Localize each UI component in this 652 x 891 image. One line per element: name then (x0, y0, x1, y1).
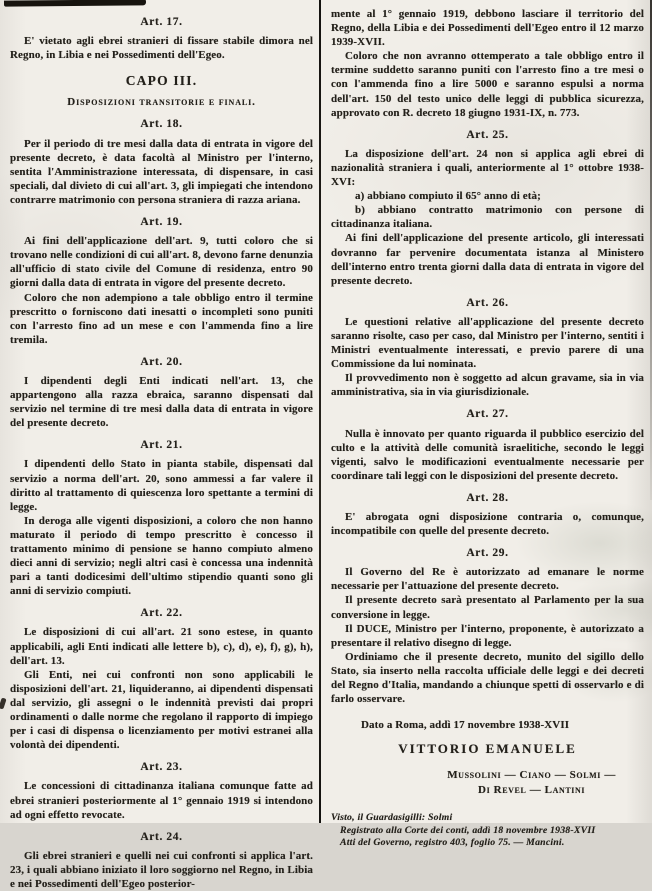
paragraph: E' vietato agli ebrei stranieri di fissare stabile dimora nel Regno, in Libia e nei Possedimenti dell'Egeo. (10, 35, 313, 62)
paragraph: I dipendenti degli Enti indicati nell'art. 13, che appartengono alla razza ebraica, saranno dispensati dal servizio nel termine di tre mesi dalla data di entrata in vigore del presente decreto. (10, 374, 313, 430)
article-heading: Art. 19. (140, 216, 183, 229)
paragraph-continuation: mente al 1° gennaio 1919, debbono lasciare il territorio del Regno, della Libia e dei Possedimenti dell'Egeo entro il 12 marzo 1939-XVII. (331, 8, 644, 49)
paragraph: Il Governo del Re è autorizzato ad emanare le norme necessarie per l'attuazione del presente decreto. (331, 566, 644, 593)
paragraph: E' abrogata ogni disposizione contraria o, comunque, incompatibile con quelle del presente decreto. (331, 511, 644, 538)
paragraph: Gli Enti, nei cui confronti non sono applicabili le disposizioni dell'art. 21, liquideranno, ai dipendenti dispensati dal servizio, gli assegni o le indennità previsti dai propri ordinamenti o dalle norme che regolano il rapporto di impiego per i casi di dispensa o licenziamento per motivi estranei alla volontà dei dipendenti. (10, 668, 313, 752)
paragraph: Coloro che non avranno ottemperato a tale obbligo entro il termine suddetto saranno puniti con l'arresto fino a tre mesi o con l'ammenda fino a lire 5000 e saranno espulsi a norma dell'art. 150 del testo unico delle leggi di pubblica sicurezza, approvato con R. decreto 18 giugno 1931-IX, n. 773. (331, 50, 644, 119)
chapter-heading: CAPO III. (125, 73, 198, 89)
scan-mark-artifact (0, 697, 7, 709)
royal-signature: VITTORIO EMANUELE (398, 741, 577, 757)
list-item: b) abbiano contratto matrimonio con persone di cittadinanza italiana. (331, 204, 644, 231)
article-heading: Art. 29. (466, 547, 509, 560)
article-heading: Art. 20. (140, 355, 183, 368)
column-divider (319, 0, 321, 823)
dateline: Dato a Roma, addì 17 novembre 1938-XVII (361, 719, 570, 732)
article-heading: Art. 24. (140, 830, 183, 843)
paragraph: La disposizione dell'art. 24 non si applica agli ebrei di nazionalità straniera i quali, anteriormente al 1° ottobre 1938-XVI: (331, 147, 644, 189)
column-right (331, 7, 644, 850)
paragraph: Coloro che non adempiono a tale obbligo entro il termine prescritto o forniscono dati inesatti o incompleti sono puniti con l'arresto fino ad un mese e con l'ammenda fino a lire tremila. (10, 291, 313, 346)
section-title: Disposizioni transitorie e finali. (67, 96, 256, 109)
scan-smudge-artifact (4, 0, 146, 7)
signature-line: Mussolini — Ciano — Solmi — (447, 769, 616, 782)
paragraph: Ordiniamo che il presente decreto, munito del sigillo dello Stato, sia inserto nella raccolta ufficiale delle leggi e dei decreti del Regno d'Italia, mandando a chiunque spetti di osservarlo e di farlo osservare. (331, 650, 644, 706)
paragraph: Nulla è innovato per quanto riguarda il pubblico esercizio del culto e la attività delle comunità israelitiche, secondo le leggi vigenti, salvo le modificazioni eventualmente necessarie per coordinare tali leggi con le disposizioni del presente decreto. (331, 427, 644, 482)
paragraph: I dipendenti dello Stato in pianta stabile, dispensati dal servizio a norma dell'art. 20, sono ammessi a far valere il diritto al trattamento di quiescenza loro spettante a termini di legge. (10, 458, 313, 513)
list-item: a) abbiano compiuto il 65° anno di età; (355, 190, 541, 203)
article-heading: Art. 26. (466, 296, 509, 309)
article-heading: Art. 21. (140, 439, 183, 452)
paragraph: Il provvedimento non è soggetto ad alcun gravame, sia in via amministrativa, sia in via giurisdizionale. (331, 372, 644, 399)
paragraph: Per il periodo di tre mesi dalla data di entrata in vigore del presente decreto, è data facoltà al Ministro per l'interno, sentita l'Amministrazione interessata, di dispensare, in casi speciali, dal divieto di cui all'art. 3, gli impiegati che intendono contrarre matrimonio con persona straniera di razza ariana. (10, 137, 313, 206)
ministers-signature (425, 768, 638, 798)
paragraph: Ai fini dell'applicazione del presente articolo, gli interessati dovranno far pervenire documentata istanza al Ministero dell'interno entro trenta giorni dalla data di entrata in vigore del presente decreto. (331, 232, 644, 287)
article-heading: Art. 17. (140, 16, 183, 28)
article-heading: Art. 18. (140, 118, 183, 131)
paragraph: Ai fini dell'applicazione dell'art. 9, tutti coloro che si trovano nelle condizioni di cui all'art. 8, devono farne denunzia all'ufficio di stato civile del Comune di residenza, entro 90 giorni dalla data di entrata in vigore del presente decreto. (10, 235, 313, 290)
paragraph: In deroga alle vigenti disposizioni, a coloro che non hanno maturato il periodo di tempo prescritto è concesso il trattamento minimo di pensione se hanno compiuto almeno dieci anni di servizio; negli altri casi è concessa una indennità pari a tanti dodicesimi dell'ultimo stipendio quanti sono gli anni di servizio compiuti. (10, 514, 313, 598)
paragraph: Il presente decreto sarà presentato al Parlamento per la sua conversione in legge. (331, 594, 644, 621)
article-heading: Art. 25. (466, 128, 509, 141)
column-left (10, 7, 313, 891)
paragraph: Le concessioni di cittadinanza italiana comunque fatte ad ebrei stranieri posteriormente al 1° gennaio 1919 si intendono ad ogni effetto revocate. (10, 780, 313, 821)
legal-note-line: Visto, il Guardasigilli: Solmi (331, 812, 453, 824)
legal-note-line: Registrato alla Corte dei conti, addì 18 novembre 1938-XVII (340, 824, 596, 836)
article-heading: Art. 22. (140, 607, 183, 620)
signature-line: Di Revel — Lantini (478, 784, 586, 797)
article-heading: Art. 28. (466, 491, 509, 504)
article-heading: Art. 23. (140, 761, 183, 774)
article-heading: Art. 27. (466, 408, 509, 421)
registration-notes (331, 812, 644, 850)
legal-note-line: Atti del Governo, registro 403, foglio 75. — Mancini. (340, 837, 565, 849)
paragraph: Le disposizioni di cui all'art. 21 sono estese, in quanto applicabili, agli Enti indicati alle lettere b), c), d), e), f), g), h), dell'art. 13. (10, 626, 313, 667)
paragraph: Il DUCE, Ministro per l'interno, proponente, è autorizzato a presentare il relativo disegno di legge. (331, 622, 644, 649)
paragraph: Gli ebrei stranieri e quelli nei cui confronti si applica l'art. 23, i quali abbiano iniziato il loro soggiorno nel Regno, in Libia e nei Possedimenti dell'Egeo posterior- (10, 849, 313, 890)
paragraph: Le questioni relative all'applicazione del presente decreto saranno risolte, caso per caso, dal Ministro per l'interno, sentiti i Ministri eventualmente interessati, e previo parere di una Commissione da lui nominata. (331, 315, 644, 371)
